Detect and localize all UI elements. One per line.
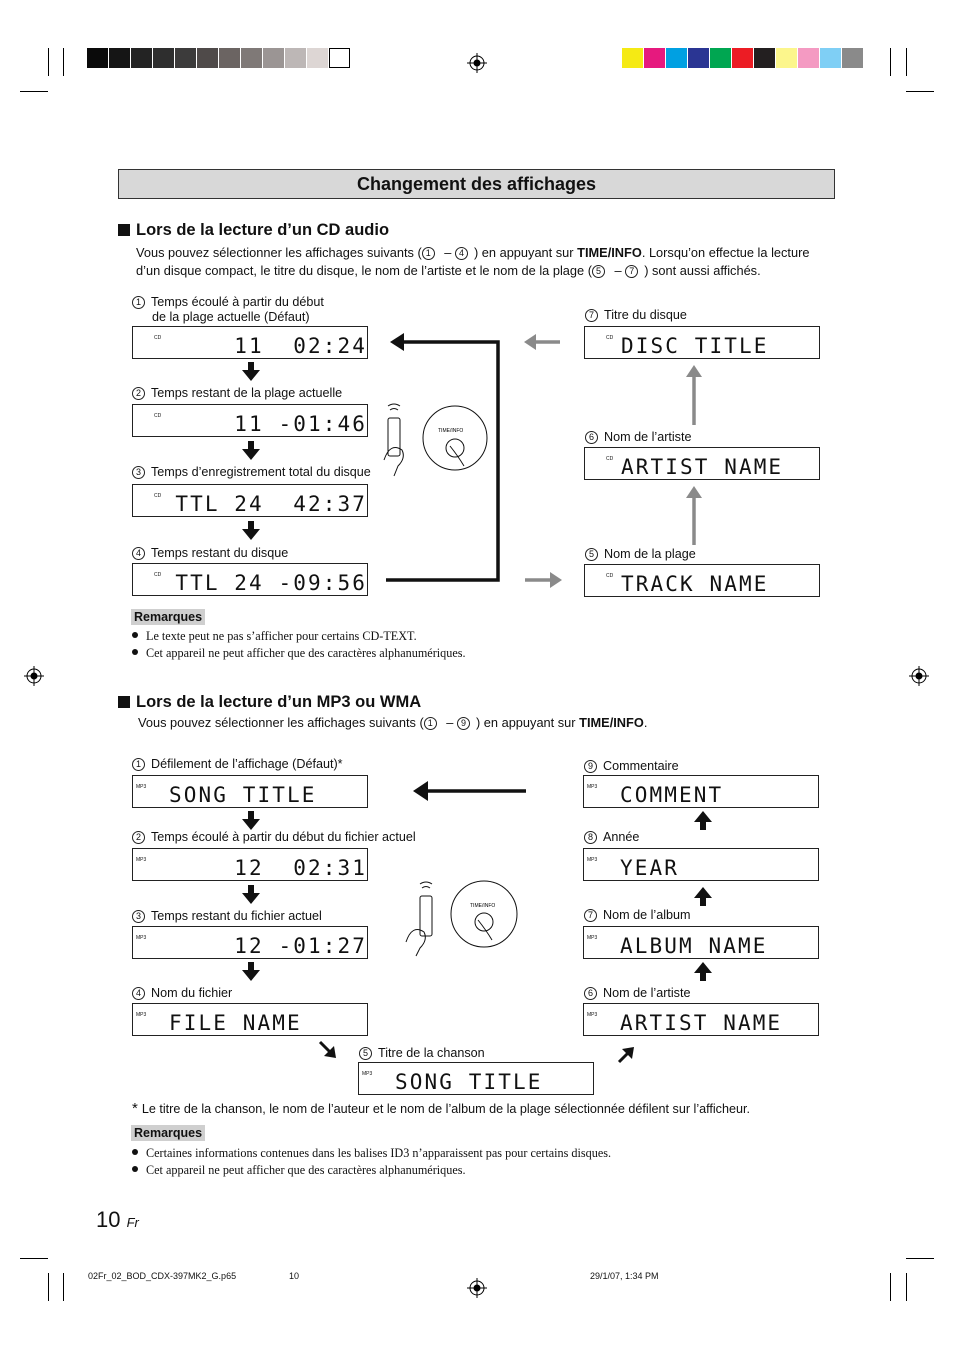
gray-arrow-icon [524,334,702,588]
footer-date: 29/1/07, 1:34 PM [590,1271,659,1281]
mp3-item-label-text: Défilement de l’affichage (Défaut)* [151,757,343,771]
footnote-text: Le titre de la chanson, le nom de l’auteur et le nom de l’album de la plage sélectionnée défilent sur l’afficheur. [141,1102,750,1116]
registration-mark-bottom [467,1278,487,1298]
cd-item-label-text: Temps d’enregistrement total du disque [151,465,371,479]
cd-remark [132,629,417,644]
up-arrow-icon [694,811,712,830]
down-arrow-icon [242,962,260,981]
num-circle: 2 [132,387,145,400]
mp3-remark-text: Cet appareil ne peut afficher que des caractères alphanumériques. [146,1163,466,1177]
cd-intro-part: ) en appuyant sur [473,245,578,260]
cd-intro-part: Vous pouvez sélectionner les affichages suivants ( [136,245,422,260]
num-circle: 7 [584,909,597,922]
cd-intro-button: TIME/INFO [577,245,642,260]
mp3-intro-dash: – [442,715,457,730]
lcd-text: 12 -01:27 [234,934,367,958]
num-circle: 3 [132,466,145,479]
mp3-intro-part: Vous pouvez sélectionner les affichages suivants ( [138,715,424,730]
page-number [96,1207,139,1233]
lcd-source-tag: MP3 [136,857,147,863]
num-circle: 1 [132,296,145,309]
mp3-item-label-text: Temps restant du fichier actuel [151,909,322,923]
cd-remark-text: Le texte peut ne pas s’afficher pour certains CD-TEXT. [146,629,417,643]
button-label: TIME/INFO [438,428,464,434]
footnote [132,1101,750,1117]
footer-file: 02Fr_02_BOD_CDX-397MK2_G.p65 [88,1271,237,1281]
lcd-source-tag: CD [154,335,162,341]
footnote-mark: * [132,1100,138,1117]
num-circle: 5 [359,1047,372,1060]
mp3-intro-button: TIME/INFO [579,715,644,730]
lcd-text: TRACK NAME [621,572,769,596]
up-arrow-icon [694,887,712,906]
down-arrow-icon [242,362,260,540]
lcd-text: COMMENT [620,783,724,807]
bullet-icon [132,1166,138,1172]
lcd-text: ALBUM NAME [620,934,768,958]
cd-intro-dash: – [440,245,455,260]
lcd-text: DISC TITLE [621,334,769,358]
page-title: Changement des affichages [118,169,835,199]
cd-intro-part: . Lorsqu’on effectue la lecture d’un disque compact, le titre du disque, le nom de l’artiste et le nom de la plage ( [136,245,810,278]
remote-control-icon [400,878,522,958]
mp3-item-label-text: Commentaire [603,759,679,773]
lcd-text: 11 02:24 [234,334,367,358]
mp3-item-label-text: Année [603,830,640,844]
bullet-icon [132,632,138,638]
page-language: Fr [126,1215,139,1230]
lcd-source-tag: CD [154,493,162,499]
cd-intro-part: ) sont aussi affichés. [644,263,761,278]
cd-intro-num: 5 [592,265,605,278]
mp3-item-label-text: Titre de la chanson [378,1046,485,1060]
page-number-value: 10 [96,1207,121,1232]
mp3-section-heading-text: Lors de la lecture d’un MP3 ou WMA [136,693,422,711]
lcd-source-tag: CD [154,413,162,419]
lcd-source-tag: MP3 [587,857,598,863]
cd-remark [132,646,466,661]
diagonal-up-arrow-icon [619,1047,634,1062]
cd-item-label-text-2: de la plage actuelle (Défaut) [152,310,310,324]
mp3-intro-part: ) en appuyant sur [475,715,580,730]
cd-section-heading-text: Lors de la lecture d’un CD audio [136,221,390,239]
num-circle: 6 [585,431,598,444]
cd-intro-num: 4 [455,247,468,260]
mp3-item-label-text: Nom du fichier [151,986,233,1000]
mp3-remark-text: Certaines informations contenues dans les balises ID3 n’apparaissent pas pour certains disques. [146,1146,612,1160]
lcd-text: 12 02:31 [234,856,367,880]
cd-intro-num: 7 [625,265,638,278]
lcd-source-tag: CD [154,572,162,578]
up-arrow-icon [694,962,712,981]
lcd-text: ARTIST NAME [620,1011,783,1035]
left-arrow-icon [413,781,428,801]
lcd-source-tag: MP3 [136,784,147,790]
lcd-source-tag: MP3 [587,1012,598,1018]
num-circle: 4 [132,547,145,560]
cd-item-label-text: Temps restant de la plage actuelle [151,386,343,400]
mp3-remarks-heading: Remarques [131,1125,205,1141]
num-circle: 6 [584,987,597,1000]
mp3-remark [132,1163,466,1178]
button-label: TIME/INFO [470,903,496,909]
mp3-intro-num: 9 [457,717,470,730]
lcd-text: ARTIST NAME [621,455,784,479]
lcd-text: SONG TITLE [395,1070,543,1094]
cd-item-label-text: Temps écoulé à partir du début [151,295,324,309]
bullet-icon [132,649,138,655]
cd-remarks-heading: Remarques [131,609,205,625]
num-circle: 9 [584,760,597,773]
lcd-text: 11 -01:46 [234,412,367,436]
mp3-remark [132,1146,611,1161]
lcd-source-tag: MP3 [136,1012,147,1018]
mp3-item-label-text: Nom de l’artiste [603,986,691,1000]
num-circle: 3 [132,910,145,923]
lcd-source-tag: CD [606,335,614,341]
lcd-source-tag: MP3 [587,784,598,790]
mp3-intro-num: 1 [424,717,437,730]
bullet-icon [132,1149,138,1155]
lcd-text: TTL 24 42:37 [175,492,367,516]
cd-item-label-text: Nom de l’artiste [604,430,692,444]
cd-intro-dash: – [610,263,626,278]
lcd-text: TTL 24 -09:56 [175,571,367,595]
num-circle: 1 [132,758,145,771]
mp3-item-label-text: Temps écoulé à partir du début du fichier actuel [151,830,416,844]
mp3-intro-part: . [643,715,648,730]
num-circle: 7 [585,309,598,322]
lcd-text: FILE NAME [169,1011,302,1035]
lcd-text: SONG TITLE [169,783,317,807]
cd-remark-text: Cet appareil ne peut afficher que des caractères alphanumériques. [146,646,466,660]
footer-page: 10 [289,1271,300,1281]
num-circle: 4 [132,987,145,1000]
mp3-item-label-text: Nom de l’album [603,908,691,922]
num-circle: 5 [585,548,598,561]
down-arrow-icon [242,885,260,904]
cd-item-label-text: Titre du disque [604,308,687,322]
lcd-source-tag: MP3 [136,935,147,941]
lcd-source-tag: MP3 [587,935,598,941]
num-circle: 2 [132,831,145,844]
cd-intro-num: 1 [422,247,435,260]
lcd-text: YEAR [620,856,679,880]
remote-control-icon [380,400,490,480]
down-arrow-icon [242,811,260,830]
cd-item-label-text: Temps restant du disque [151,546,289,560]
cd-item-label-text: Nom de la plage [604,547,696,561]
diagonal-down-arrow-icon [320,1042,336,1058]
lcd-source-tag: MP3 [362,1071,373,1077]
num-circle: 8 [584,831,597,844]
left-arrow-icon [390,333,404,351]
lcd-source-tag: CD [606,573,614,579]
lcd-source-tag: CD [606,456,614,462]
